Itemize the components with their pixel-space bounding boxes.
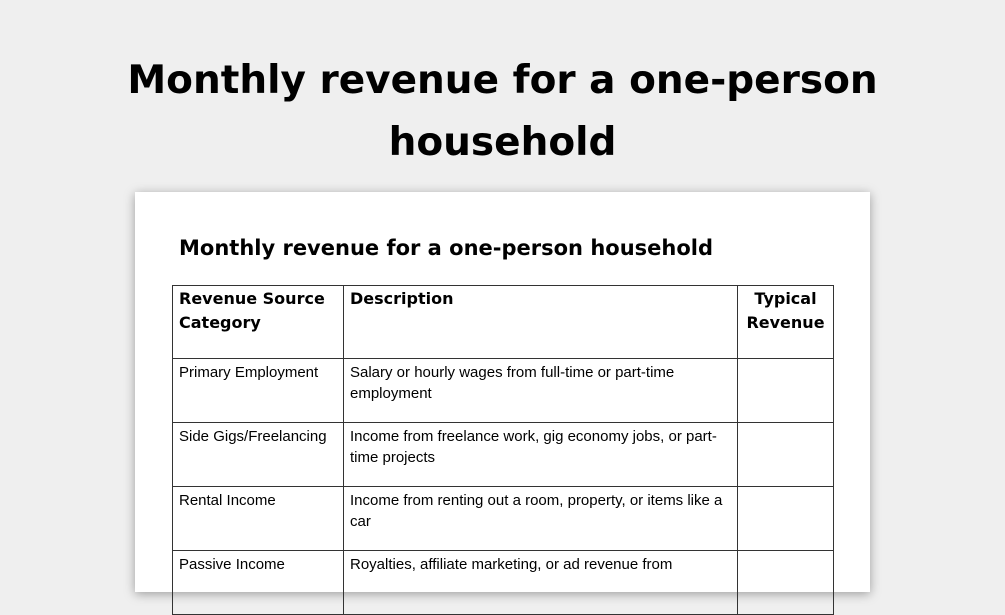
cell-description: Income from freelance work, gig economy jobs, or part-time projects <box>344 423 738 487</box>
document-page <box>135 192 870 592</box>
cell-category: Side Gigs/Freelancing <box>173 423 344 487</box>
cell-category: Passive Income <box>173 551 344 615</box>
cell-description: Salary or hourly wages from full-time or part-time employment <box>344 359 738 423</box>
banner-title <box>0 50 1005 174</box>
banner-title-line-1: Monthly revenue for a one-person <box>127 58 878 103</box>
table-row <box>173 359 834 423</box>
cell-description: Income from renting out a room, property, or items like a car <box>344 487 738 551</box>
table-header-row <box>173 286 834 359</box>
revenue-table <box>172 285 834 615</box>
cell-category: Primary Employment <box>173 359 344 423</box>
cell-typical-revenue <box>738 487 834 551</box>
table-row <box>173 487 834 551</box>
banner-title-line-2: household <box>388 120 617 165</box>
header-typical-revenue: Typical Revenue <box>738 286 834 359</box>
cell-description: Royalties, affiliate marketing, or ad revenue from <box>344 551 738 615</box>
header-revenue-source-category: Revenue Source Category <box>173 286 344 359</box>
cell-typical-revenue <box>738 359 834 423</box>
document-heading: Monthly revenue for a one-person household <box>179 236 713 260</box>
cell-typical-revenue <box>738 423 834 487</box>
table-row <box>173 423 834 487</box>
header-description: Description <box>344 286 738 359</box>
cell-category: Rental Income <box>173 487 344 551</box>
table-row <box>173 551 834 615</box>
cell-typical-revenue <box>738 551 834 615</box>
